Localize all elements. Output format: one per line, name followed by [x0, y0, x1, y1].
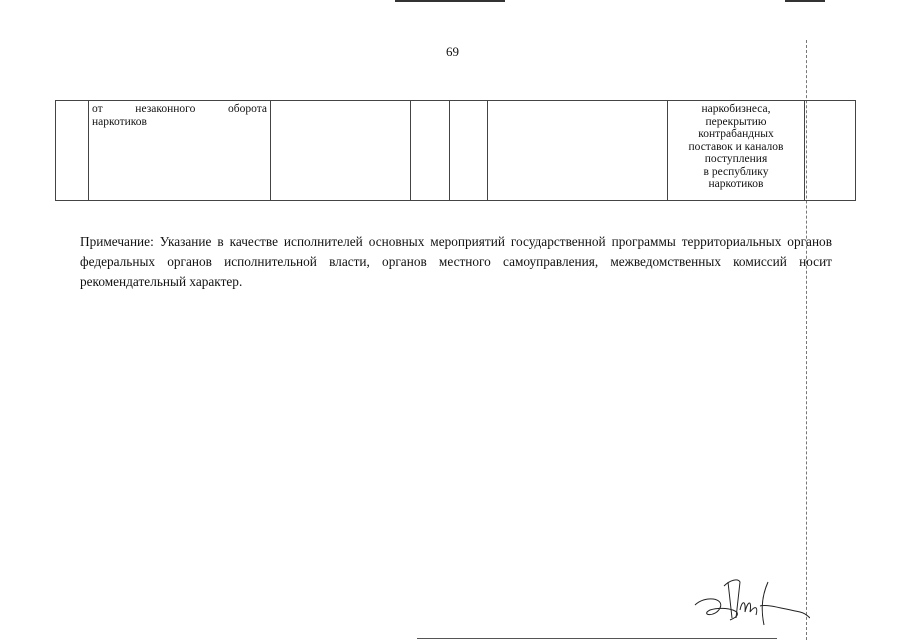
outcome-line: поступления [704, 153, 768, 165]
table-cell-end [450, 101, 488, 201]
bottom-rule [417, 638, 777, 639]
scan-artifact [785, 0, 825, 2]
outcome-line: в республику [703, 165, 769, 178]
table-cell-result [488, 101, 668, 201]
table-cell-link [805, 101, 856, 201]
scan-artifact [395, 0, 505, 2]
signature-icon [690, 570, 810, 630]
page-number: 69 [446, 44, 459, 59]
table-cell-activity [89, 101, 271, 201]
table-cell-outcome [668, 101, 805, 201]
activity-line-2: наркотиков [92, 115, 147, 128]
outcome-line: контрабандных [698, 128, 774, 140]
outcome-line: перекрытию [705, 115, 767, 128]
table-cell-executor [271, 101, 411, 201]
table-row [56, 101, 856, 201]
outcome-line: поставок и каналов [688, 140, 784, 153]
outcome-line: наркотиков [708, 178, 764, 190]
table-cell-number [56, 101, 89, 201]
program-table [55, 100, 856, 201]
activity-line-1: от незаконного оборота [92, 103, 267, 115]
outcome-line: наркобизнеса, [701, 103, 771, 115]
note-paragraph: Примечание: Указание в качестве исполнителей основных мероприятий государственной программы территориальных органов федеральных органов исполнительной власти, органов местного самоуправления, межведомственных комиссий носит рекомендательный характер. [80, 234, 832, 289]
table-cell-start [411, 101, 450, 201]
